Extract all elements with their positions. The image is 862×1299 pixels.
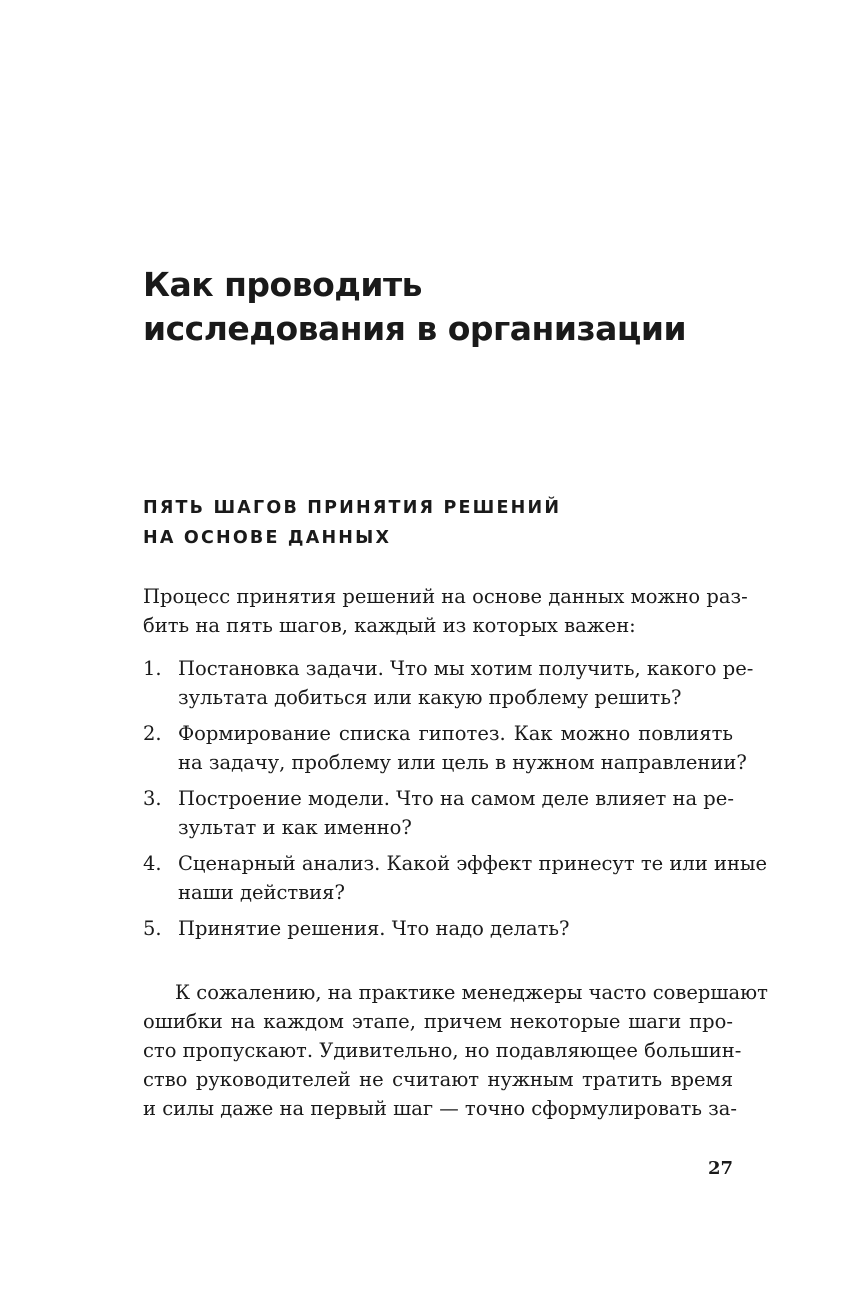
text-line: и силы даже на первый шаг — точно сформулировать за-	[143, 1097, 737, 1120]
text-line: Постановка задачи. Что мы хотим получить, какого ре-	[178, 657, 754, 680]
body-paragraph	[143, 978, 768, 1123]
section-heading	[143, 493, 743, 553]
chapter-title	[143, 263, 763, 351]
text-line: сто пропускают. Удивительно, но подавляющее большин-	[143, 1039, 742, 1062]
text-line: Принятие решения. Что надо делать?	[178, 917, 570, 940]
text-line: ство руководителей не считают нужным тратить время	[143, 1068, 733, 1091]
list-item-number: 3.	[143, 787, 162, 810]
list-item	[143, 719, 747, 777]
list-item-number: 5.	[143, 917, 162, 940]
text-line: Процесс принятия решений на основе данных можно раз-	[143, 585, 748, 608]
text-line: К сожалению, на практике менеджеры часто совершают	[175, 981, 768, 1004]
section-heading-line: НА ОСНОВЕ ДАННЫХ	[143, 528, 392, 548]
list-item	[143, 849, 768, 907]
list-item-number: 2.	[143, 722, 162, 745]
text-line: зультат и как именно?	[178, 816, 412, 839]
list-item-number: 4.	[143, 852, 162, 875]
list-item	[143, 654, 754, 712]
text-line: на задачу, проблему или цель в нужном направлении?	[178, 751, 747, 774]
steps-list	[143, 654, 768, 950]
text-line: наши действия?	[178, 881, 345, 904]
text-line: бить на пять шагов, каждый из которых важен:	[143, 614, 636, 637]
section-heading-line: ПЯТЬ ШАГОВ ПРИНЯТИЯ РЕШЕНИЙ	[143, 498, 562, 518]
text-line: зультата добиться или какую проблему решить?	[178, 686, 682, 709]
text-line: Сценарный анализ. Какой эффект принесут те или иные	[178, 852, 768, 875]
list-item	[143, 914, 733, 943]
list-item-number: 1.	[143, 657, 162, 680]
list-item	[143, 784, 733, 842]
chapter-title-line: Как проводить	[143, 265, 423, 304]
chapter-title-line: исследования в организации	[143, 309, 687, 348]
text-line: ошибки на каждом этапе, причем некоторые шаги про-	[143, 1010, 733, 1033]
text-line: Построение модели. Что на самом деле влияет на ре-	[178, 787, 734, 810]
intro-paragraph	[143, 582, 748, 640]
page-number: 27	[707, 1158, 733, 1179]
text-line: Формирование списка гипотез. Как можно повлиять	[178, 722, 733, 745]
